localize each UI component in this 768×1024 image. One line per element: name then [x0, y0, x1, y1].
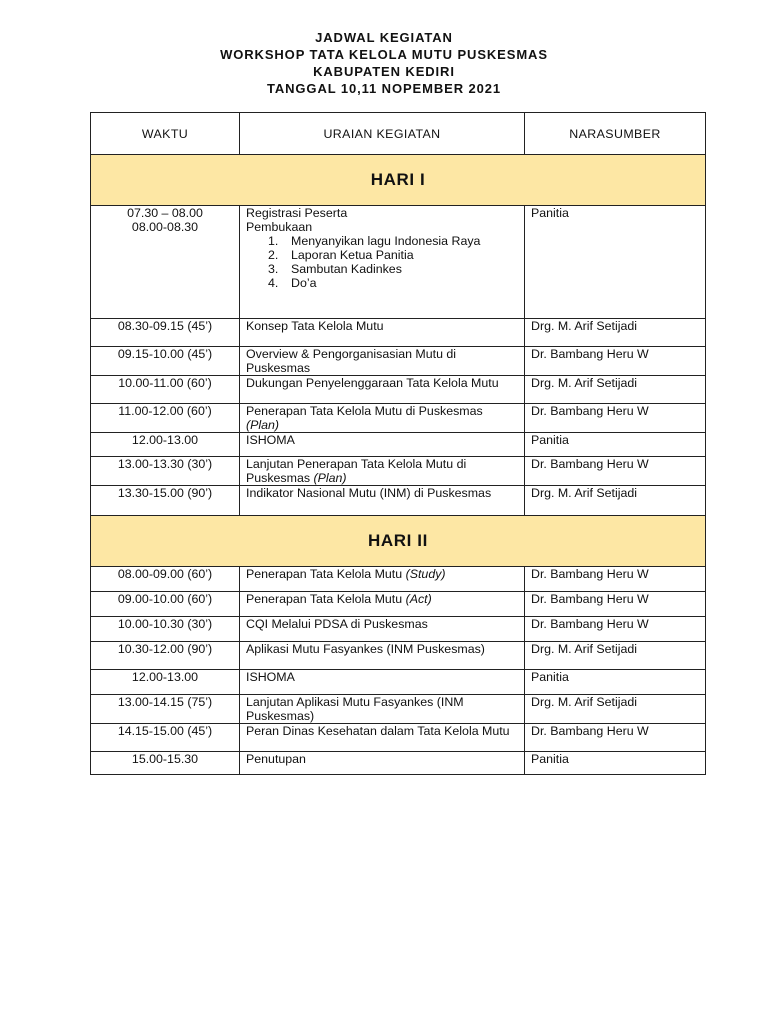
time-cell: 10.00-11.00 (60’) — [91, 376, 240, 404]
time-cell: 11.00-12.00 (60’) — [91, 404, 240, 433]
header-row — [91, 113, 706, 155]
speaker-cell: Panitia — [525, 670, 706, 695]
time-cell: 08.30-09.15 (45’) — [91, 319, 240, 347]
activity-cell — [240, 376, 525, 404]
activity-registration: Registrasi Peserta — [246, 206, 348, 220]
speaker-cell: Dr. Bambang Heru W — [525, 592, 706, 617]
table-row — [91, 457, 706, 486]
title-line-3: KABUPATEN KEDIRI — [313, 64, 455, 79]
activity-cell — [240, 486, 525, 516]
activity-cell — [240, 433, 525, 457]
table-row — [91, 592, 706, 617]
time-cell: 10.00-10.30 (30’) — [91, 617, 240, 642]
opening-activity — [240, 206, 525, 319]
speaker-cell: Dr. Bambang Heru W — [525, 457, 706, 486]
opening-list — [246, 234, 518, 290]
table-row — [91, 617, 706, 642]
activity-cell — [240, 404, 525, 433]
table-row — [91, 642, 706, 670]
time-cell: 15.00-15.30 — [91, 752, 240, 775]
day-1-header — [91, 155, 706, 206]
title-line-1: JADWAL KEGIATAN — [315, 30, 453, 45]
activity-cell — [240, 695, 525, 724]
activity-cell — [240, 319, 525, 347]
speaker-cell: Dr. Bambang Heru W — [525, 724, 706, 752]
col-header-uraian: URAIAN KEGIATAN — [240, 113, 525, 155]
activity-text: Peran Dinas Kesehatan dalam Tata Kelola Mutu — [246, 724, 510, 738]
speaker-cell: Drg. M. Arif Setijadi — [525, 695, 706, 724]
activity-cell — [240, 567, 525, 592]
activity-phase: (Act) — [405, 592, 432, 606]
list-item: 2. Laporan Ketua Panitia — [268, 248, 414, 262]
time-cell: 14.15-15.00 (45’) — [91, 724, 240, 752]
speaker-cell: Drg. M. Arif Setijadi — [525, 486, 706, 516]
activity-text: Dukungan Penyelenggaraan Tata Kelola Mutu — [246, 376, 499, 390]
document-title — [0, 29, 768, 97]
time-cell: 12.00-13.00 — [91, 670, 240, 695]
day-2-label: HARI II — [91, 516, 706, 567]
activity-text: Indikator Nasional Mutu (INM) di Puskesmas — [246, 486, 492, 500]
col-header-waktu: WAKTU — [91, 113, 240, 155]
table-row — [91, 724, 706, 752]
table-row — [91, 670, 706, 695]
day-1-label: HARI I — [91, 155, 706, 206]
activity-text: Penutupan — [246, 752, 306, 766]
activity-text: Penerapan Tata Kelola Mutu — [246, 567, 406, 581]
table-row — [91, 404, 706, 433]
list-item: 1. Menyanyikan lagu Indonesia Raya — [268, 234, 481, 248]
time-cell: 13.30-15.00 (90’) — [91, 486, 240, 516]
opening-time — [91, 206, 240, 319]
title-line-4: TANGGAL 10,11 NOPEMBER 2021 — [266, 81, 502, 96]
time-cell: 10.30-12.00 (90’) — [91, 642, 240, 670]
time-registration: 07.30 – 08.00 — [127, 206, 203, 220]
opening-row — [91, 206, 706, 319]
table-row — [91, 376, 706, 404]
activity-cell — [240, 457, 525, 486]
activity-cell — [240, 752, 525, 775]
schedule-table — [90, 112, 706, 775]
activity-text: ISHOMA — [246, 670, 295, 684]
table-row — [91, 752, 706, 775]
activity-text: Penerapan Tata Kelola Mutu — [246, 592, 406, 606]
speaker-cell: Panitia — [525, 752, 706, 775]
table-row — [91, 347, 706, 376]
time-cell: 08.00-09.00 (60’) — [91, 567, 240, 592]
opening-speaker: Panitia — [525, 206, 706, 319]
time-cell: 13.00-13.30 (30’) — [91, 457, 240, 486]
activity-cell — [240, 617, 525, 642]
table-row — [91, 486, 706, 516]
speaker-cell: Drg. M. Arif Setijadi — [525, 642, 706, 670]
activity-cell — [240, 347, 525, 376]
table-row — [91, 433, 706, 457]
speaker-cell: Drg. M. Arif Setijadi — [525, 376, 706, 404]
activity-text: ISHOMA — [246, 433, 295, 447]
speaker-cell: Dr. Bambang Heru W — [525, 347, 706, 376]
table-row — [91, 319, 706, 347]
col-header-narasumber: NARASUMBER — [525, 113, 706, 155]
activity-phase: (Study) — [405, 567, 446, 581]
activity-text: CQI Melalui PDSA di Puskesmas — [246, 617, 428, 631]
speaker-cell: Dr. Bambang Heru W — [525, 404, 706, 433]
activity-text: Aplikasi Mutu Fasyankes (INM Puskesmas) — [246, 642, 485, 656]
title-line-2: WORKSHOP TATA KELOLA MUTU PUSKESMAS — [220, 47, 548, 62]
time-cell: 13.00-14.15 (75’) — [91, 695, 240, 724]
activity-text: Overview & Pengorganisasian Mutu di Puskesmas — [246, 347, 457, 375]
time-cell: 12.00-13.00 — [91, 433, 240, 457]
activity-phase: (Plan) — [313, 471, 347, 485]
time-opening: 08.00-08.30 — [131, 220, 199, 234]
speaker-cell: Drg. M. Arif Setijadi — [525, 319, 706, 347]
time-cell: 09.15-10.00 (45’) — [91, 347, 240, 376]
day-2-header — [91, 516, 706, 567]
speaker-cell: Dr. Bambang Heru W — [525, 567, 706, 592]
table-row — [91, 567, 706, 592]
list-item: 3. Sambutan Kadinkes — [268, 262, 402, 276]
activity-text: Konsep Tata Kelola Mutu — [246, 319, 384, 333]
time-cell: 09.00-10.00 (60’) — [91, 592, 240, 617]
speaker-cell: Dr. Bambang Heru W — [525, 617, 706, 642]
activity-opening: Pembukaan — [246, 220, 313, 234]
activity-text: Penerapan Tata Kelola Mutu di Puskesmas — [246, 404, 483, 418]
speaker-cell: Panitia — [525, 433, 706, 457]
activity-cell — [240, 642, 525, 670]
activity-cell — [240, 724, 525, 752]
activity-text: Lanjutan Aplikasi Mutu Fasyankes (INM Puskesmas) — [246, 695, 464, 723]
activity-text: Lanjutan Penerapan Tata Kelola Mutu di Puskesmas — [246, 457, 467, 485]
activity-phase: (Plan) — [246, 418, 280, 432]
activity-cell — [240, 670, 525, 695]
list-item: 4. Do’a — [268, 276, 317, 290]
activity-cell — [240, 592, 525, 617]
table-row — [91, 695, 706, 724]
